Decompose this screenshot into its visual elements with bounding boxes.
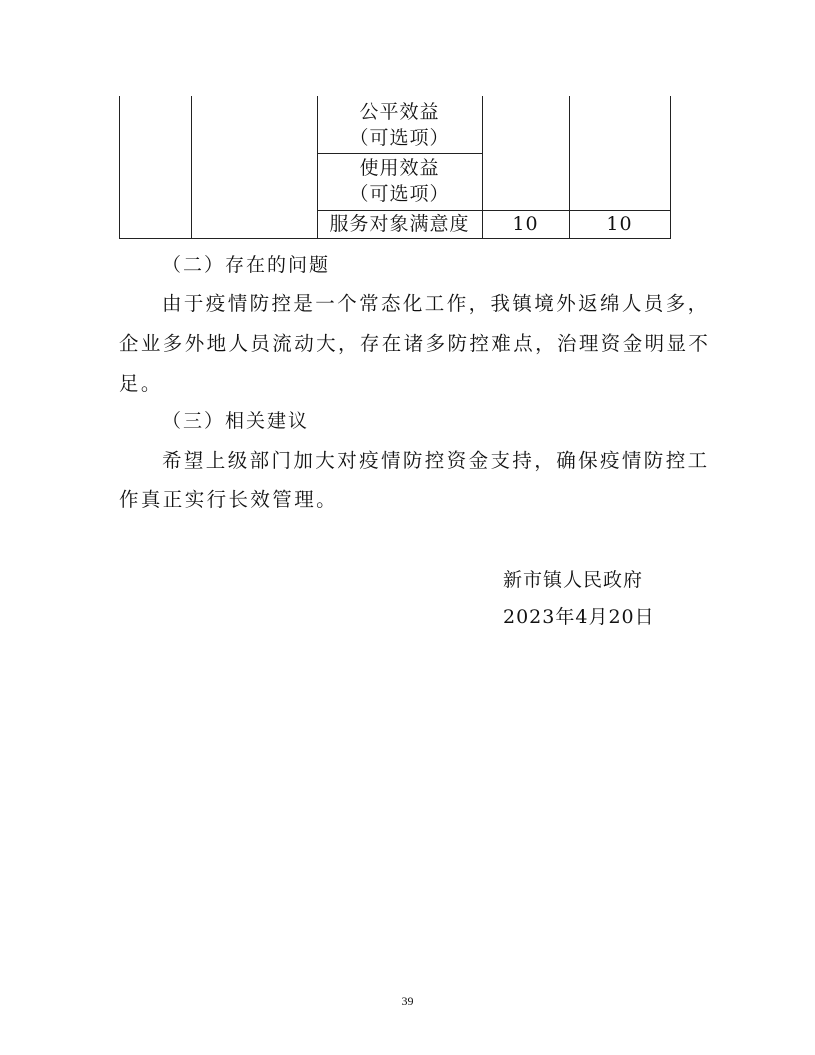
section-heading: （二）存在的问题 <box>162 254 331 276</box>
table-border-bottom <box>119 238 671 239</box>
table-cell-indicator <box>317 99 482 151</box>
table-row-divider <box>317 153 483 154</box>
performance-table <box>119 96 671 239</box>
paragraph-line: 希望上级部门加大对疫情防控资金支持，确保疫情防控工 <box>162 449 710 472</box>
paragraph-line: 作真正实行长效管理。 <box>119 488 339 511</box>
table-cell-value: 10 <box>606 213 633 235</box>
signature-date: 2023年4月20日 <box>503 606 655 628</box>
indicator-note: （可选项） <box>349 127 450 149</box>
signature-org: 新市镇人民政府 <box>503 569 644 591</box>
table-border-left <box>119 96 120 239</box>
table-border-right <box>670 96 671 239</box>
indicator-name: 公平效益 <box>359 101 440 123</box>
paragraph-line: 由于疫情防控是一个常态化工作，我镇境外返绵人员多， <box>162 292 710 315</box>
table-cell-value: 10 <box>512 213 539 235</box>
section-heading: （三）相关建议 <box>162 410 310 432</box>
indicator-note: （可选项） <box>349 183 450 205</box>
page-number: 39 <box>401 994 414 1008</box>
indicator-name: 使用效益 <box>359 157 440 179</box>
indicator-name: 服务对象满意度 <box>329 213 470 235</box>
paragraph-line: 足。 <box>119 372 163 395</box>
table-cell-indicator <box>317 211 482 237</box>
paragraph-line: 企业多外地人员流动大，存在诸多防控难点，治理资金明显不 <box>119 332 711 355</box>
table-cell-indicator <box>317 155 482 207</box>
table-border-col1 <box>191 96 192 239</box>
